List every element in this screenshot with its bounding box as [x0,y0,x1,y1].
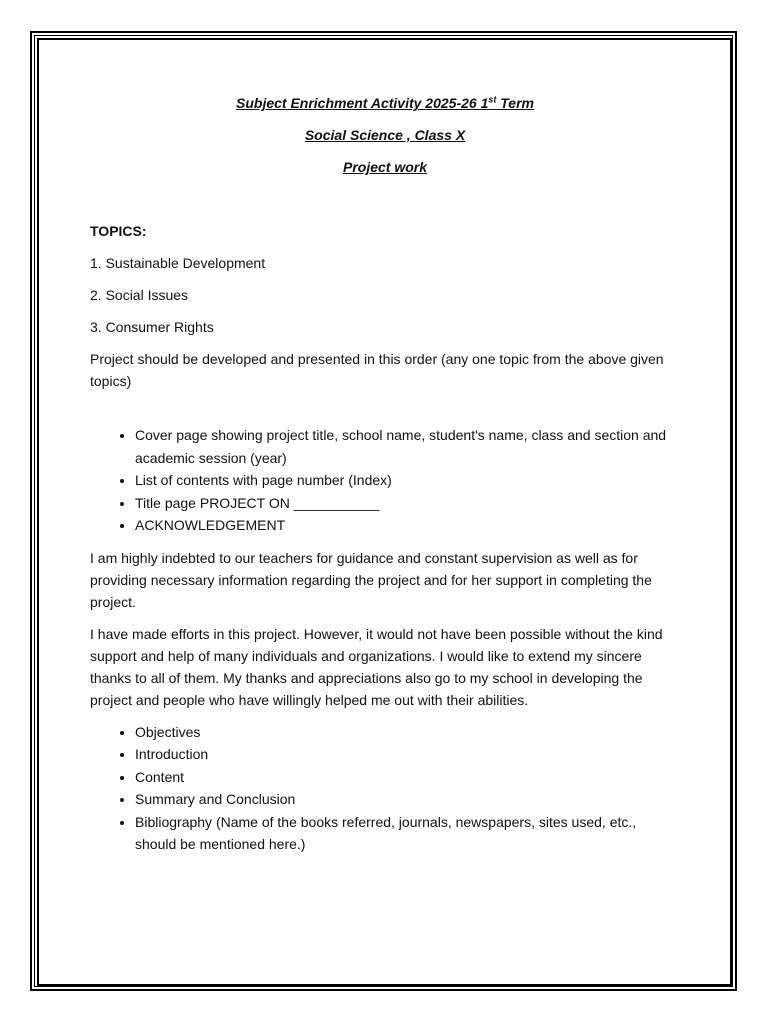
list-item: • Cover page showing project title, school name, student's name, class and section and academic session (year) [135,424,680,469]
acknowledgement-paragraph: I am highly indebted to our teachers for guidance and constant supervision as well as for providing necessary information regarding the project and for her support in completing the project. [90,549,652,610]
topic-item: 2. Social Issues [90,287,189,303]
topic-item: 3. Consumer Rights [90,319,214,335]
document-title [90,92,680,114]
project-sections-list [90,721,680,856]
list-item: • Objectives [135,721,680,744]
list-item: • ACKNOWLEDGEMENT [135,514,680,537]
acknowledgement-paragraph: I have made efforts in this project. However, it would not have been possible without the kind support and help of many individuals and organizations. I would like to extend my sincere thanks to all of them. My thanks and appreciations also go to my school in developing the project and people who have willingly helped me out with their abilities. [90,625,663,708]
topic-item: 1. Sustainable Development [90,255,266,271]
list-item: • List of contents with page number (Index) [135,469,680,492]
list-item: • Title page PROJECT ON ___________ [135,492,680,515]
list-item: • Introduction [135,743,680,766]
title-text: Subject Enrichment Activity 2025-26 1 [236,95,489,111]
document-content [90,92,680,856]
title-superscript: st [488,94,497,105]
presentation-order-list [90,424,680,537]
topics-label: TOPICS: [90,223,147,239]
list-item: • Summary and Conclusion [135,788,680,811]
document-subtitle: Social Science , Class X [304,127,466,143]
document-section-title: Project work [342,159,428,175]
list-item: • Bibliography (Name of the books referred, journals, newspapers, sites used, etc., should be mentioned here.) [135,811,680,856]
list-item: • Content [135,766,680,789]
title-term: Term [496,95,534,111]
instruction-paragraph: Project should be developed and presented in this order (any one topic from the above given topics) [90,351,664,389]
